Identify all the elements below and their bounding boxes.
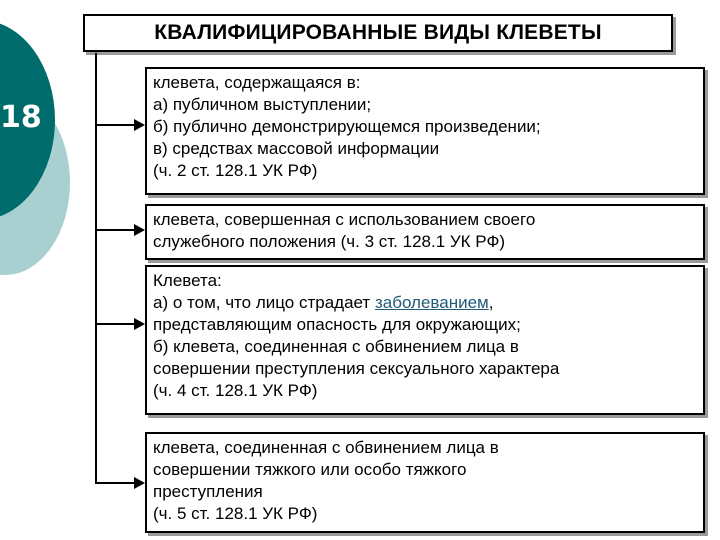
box-3-line-6: (ч. 4 ст. 128.1 УК РФ) [153,381,318,400]
box-3-line-5: совершении преступления сексуального характера [153,359,560,378]
slide-number: 18 [0,100,42,135]
box-3-line-4: б) клевета, соединенная с обвинением лица в [153,337,519,356]
box-1-line-3: б) публично демонстрирующемся произведении; [153,117,541,136]
box-part-5 [145,432,705,533]
box-1-line-2: а) публичном выступлении; [153,95,372,114]
box-4-line-2: совершении тяжкого или особо тяжкого [153,460,467,479]
diagram-title: КВАЛИФИЦИРОВАННЫЕ ВИДЫ КЛЕВЕТЫ [83,14,673,52]
box-4-line-4: (ч. 5 ст. 128.1 УК РФ) [153,504,318,523]
connector-branch-3 [95,323,135,325]
box-3-line-2-text: а) о том, что лицо страдает [153,293,375,312]
connector-branch-1 [95,124,135,126]
box-3-line-2-comma: , [488,293,494,312]
box-3-line-2 [153,292,697,314]
box-3-line-1: Клевета: [153,271,222,290]
connector-branch-2 [95,229,135,231]
box-4-line-3: преступления [153,482,263,501]
box-2-line-2: служебного положения (ч. 3 ст. 128.1 УК РФ) [153,232,506,251]
disease-link[interactable]: заболеванием [374,293,489,312]
connector-trunk [95,53,97,484]
arrow-head-1 [134,119,145,131]
box-3-line-3: представляющим опасность для окружающих; [153,315,521,334]
arrow-head-4 [134,477,145,489]
box-1-line-4: в) средствах массовой информации [153,139,440,158]
box-2-line-1: клевета, совершенная с использованием своего [153,210,536,229]
box-part-3 [145,204,705,260]
arrow-head-2 [134,224,145,236]
arrow-head-3 [134,318,145,330]
box-part-2 [145,67,705,195]
box-1-line-5: (ч. 2 ст. 128.1 УК РФ) [153,161,318,180]
box-1-line-1: клевета, содержащаяся в: [153,73,361,92]
box-4-line-1: клевета, соединенная с обвинением лица в [153,438,499,457]
connector-branch-4 [95,482,135,484]
box-part-4 [145,265,705,415]
